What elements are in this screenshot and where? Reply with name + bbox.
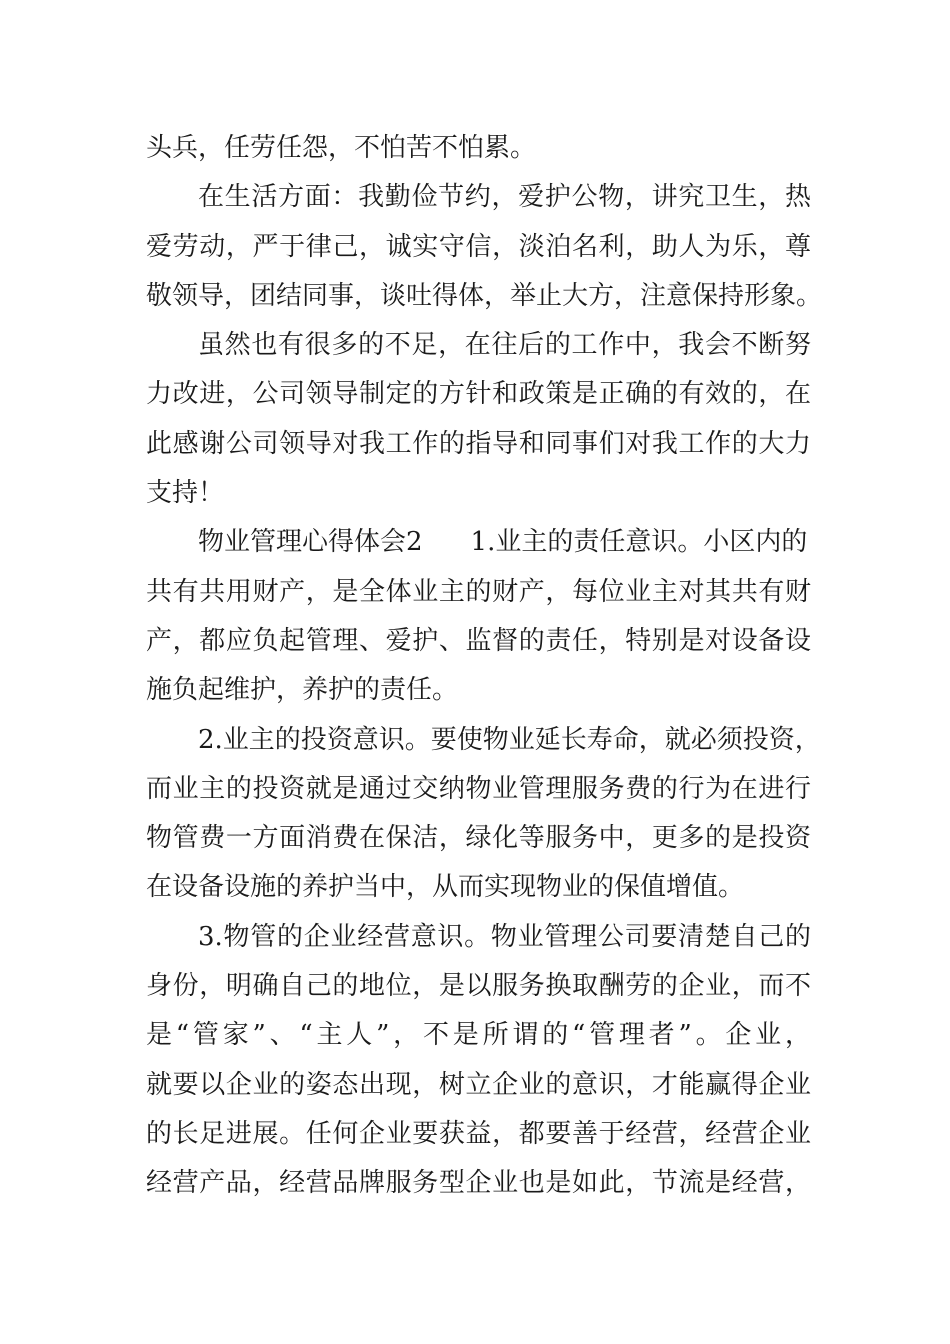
text-line: 虽然也有很多的不足，在往后的工作中，我会不断努 [198, 330, 811, 361]
text-line: 爱劳动，严于律己，诚实守信，淡泊名利，助人为乐，尊 [146, 231, 811, 262]
text-line: 力改进，公司领导制定的方针和政策是正确的有效的，在 [146, 379, 811, 410]
text-line: 身份，明确自己的地位，是以服务换取酬劳的企业，而不 [146, 971, 811, 1002]
text-line: 是“管家”、“主人”，不是所谓的“管理者”。企业， [146, 1020, 811, 1051]
text-line: 头兵，任劳任怨，不怕苦不怕累。 [146, 133, 537, 163]
text-line: 施负起维护，养护的责任。 [146, 675, 459, 706]
text-line: 在生活方面：我勤俭节约，爱护公物，讲究卫生，热 [198, 182, 811, 213]
text-line: 物管费一方面消费在保洁，绿化等服务中，更多的是投资 [146, 823, 811, 854]
text-line: 共有共用财产，是全体业主的财产，每位业主对其共有财 [146, 576, 811, 607]
text-line: 产，都应负起管理、爱护、监督的责任，特别是对设备设 [146, 625, 811, 656]
text-line: 2.业主的投资意识。要使物业延长寿命，就必须投资， [198, 724, 821, 755]
text-line: 3.物管的企业经营意识。物业管理公司要清楚自己的 [198, 921, 811, 952]
text-line: 经营产品，经营品牌服务型企业也是如此，节流是经营， [146, 1168, 811, 1199]
text-line: 就要以企业的姿态出现，树立企业的意识，才能赢得企业 [146, 1069, 811, 1100]
section-heading: 物业管理心得体会2 [198, 527, 423, 558]
text-line: 在设备设施的养护当中，从而实现物业的保值增值。 [146, 872, 745, 903]
text-line: 的长足进展。任何企业要获益，都要善于经营，经营企业 [146, 1118, 811, 1149]
heading-line [146, 518, 811, 567]
text-line: 而业主的投资就是通过交纳物业管理服务费的行为在进行 [146, 773, 811, 804]
text-line: 此感谢公司领导对我工作的指导和同事们对我工作的大力 [146, 428, 811, 459]
document-body [146, 124, 823, 1209]
text-line: 敬领导，团结同事，谈吐得体，举止大方，注意保持形象。 [146, 280, 823, 311]
text-line: 支持！ [146, 478, 225, 509]
heading-rest-text: 1.业主的责任意识。小区内的 [470, 527, 808, 558]
